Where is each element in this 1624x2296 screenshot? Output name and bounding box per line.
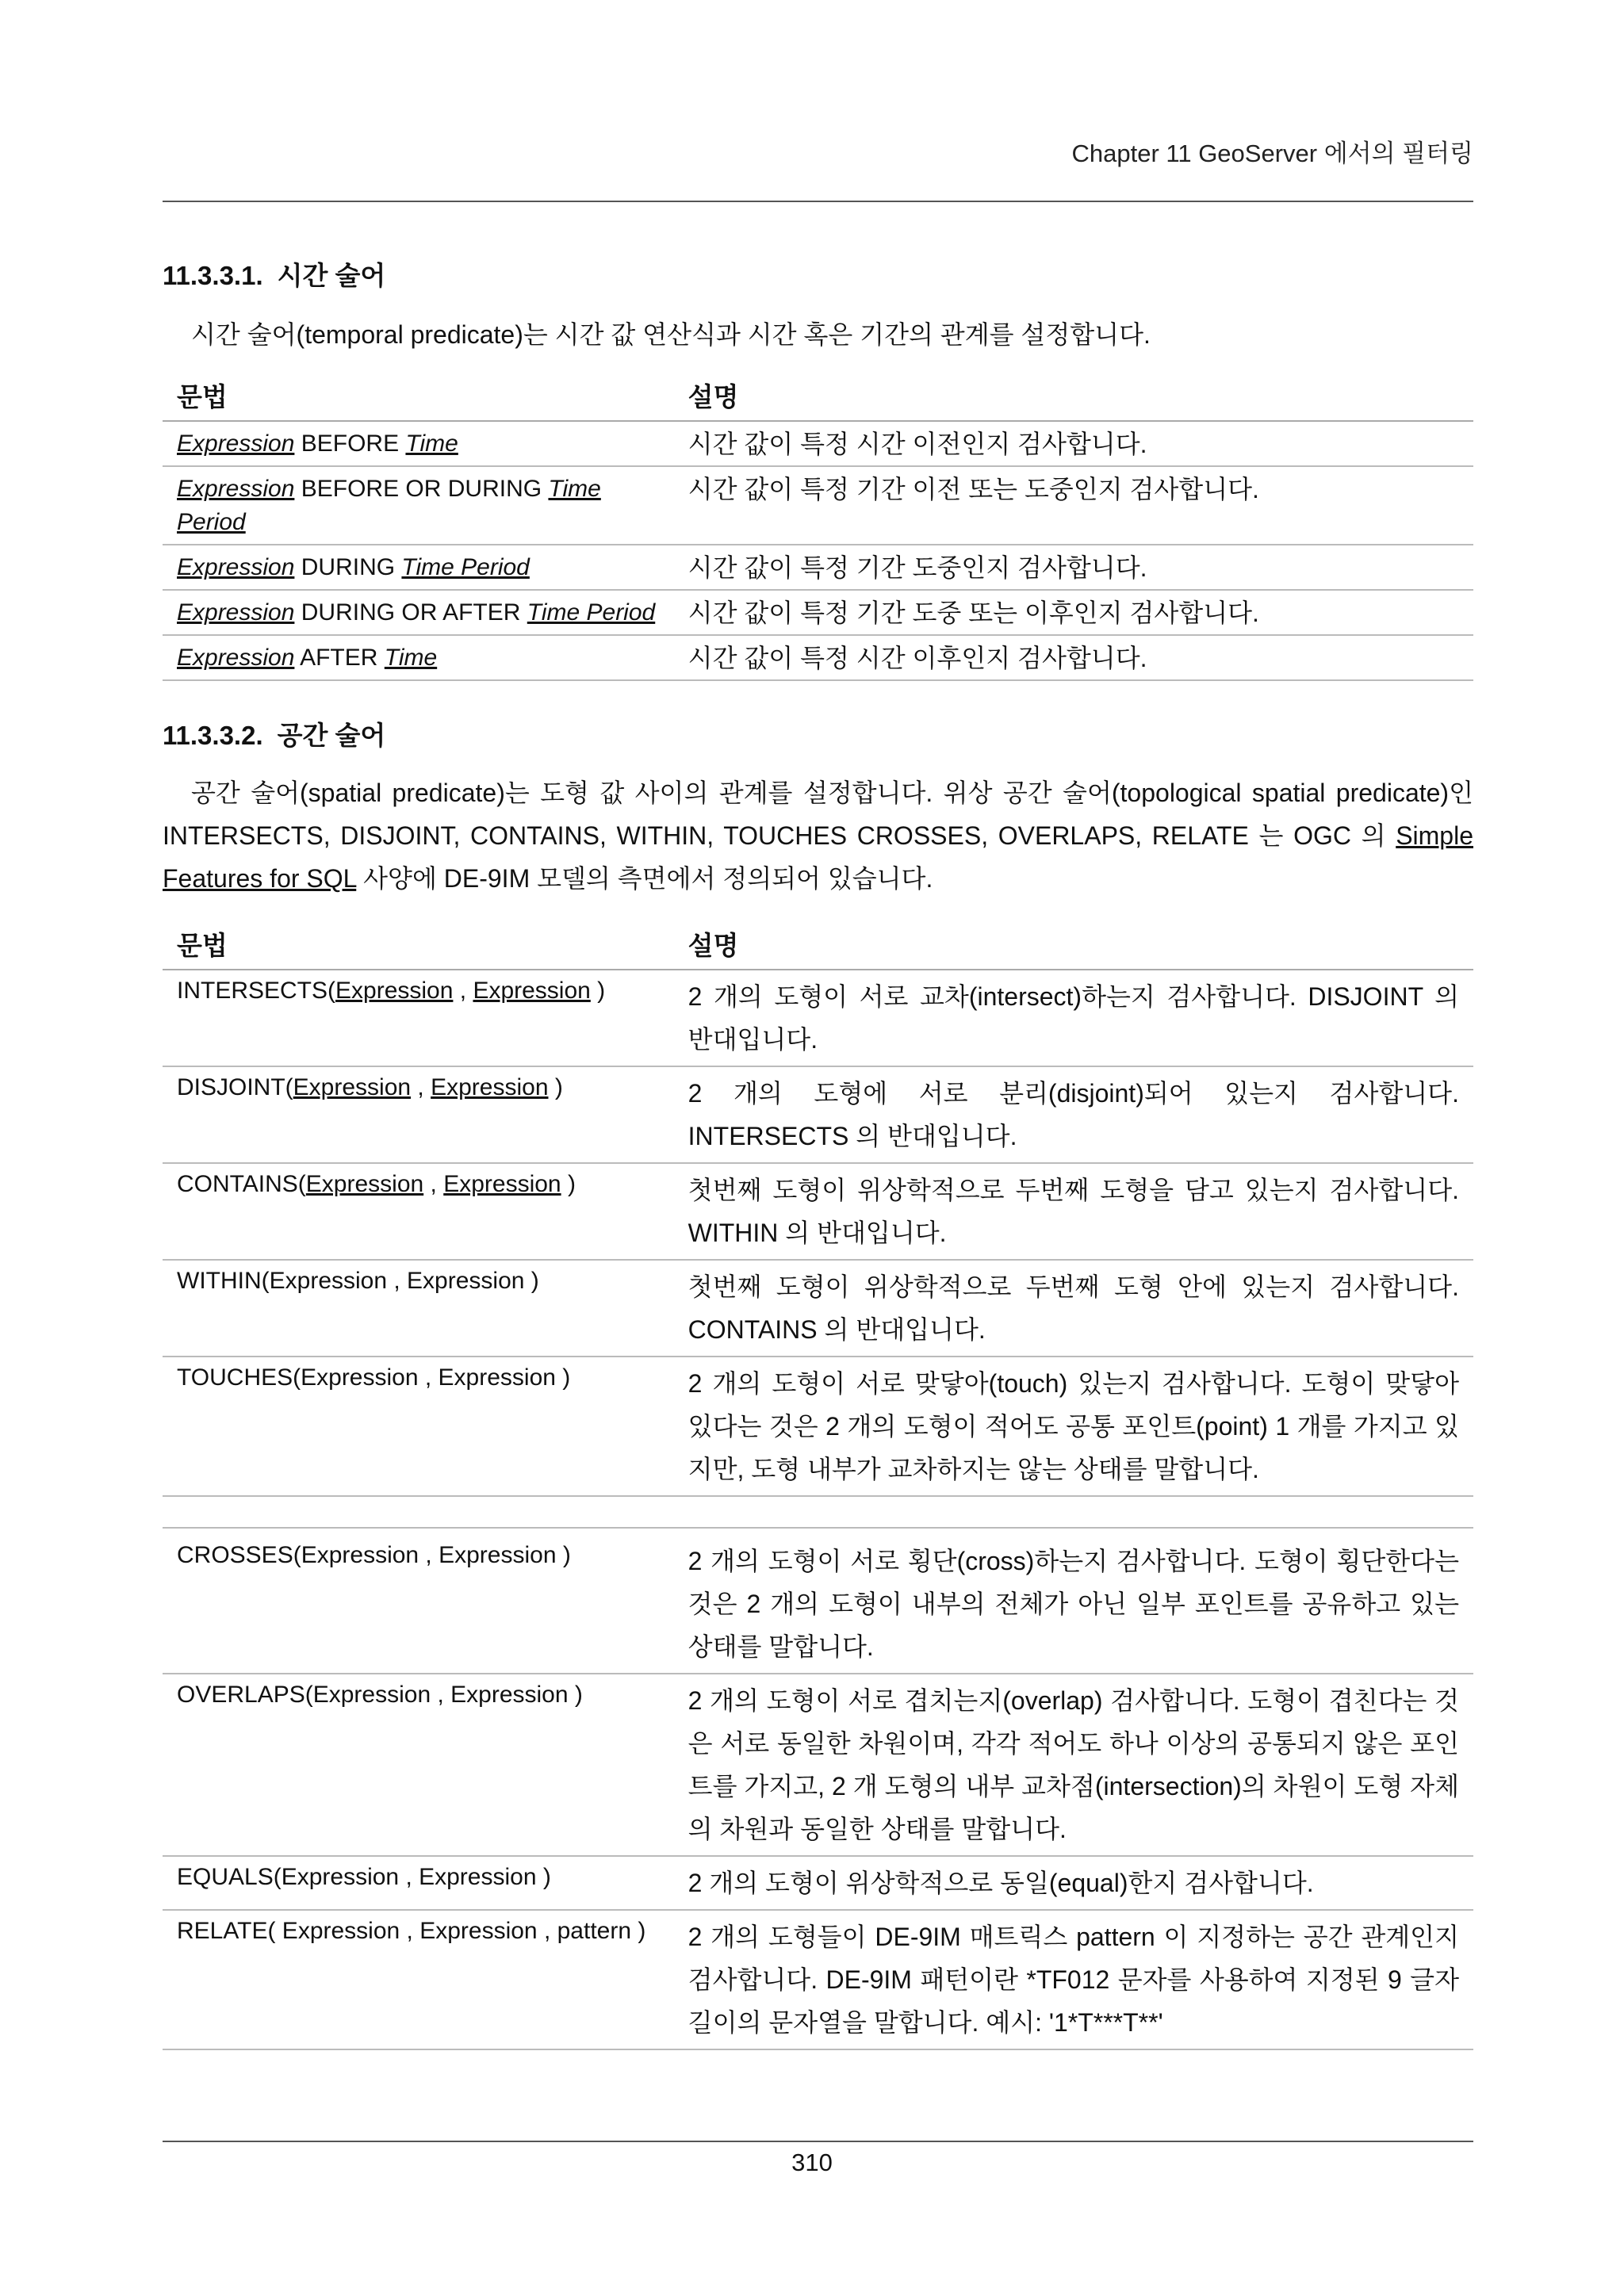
table-row — [163, 1856, 1473, 1910]
spatial-heading-title: 공간 술어 — [277, 721, 386, 750]
description-cell: 2 개의 도형이 위상학적으로 동일(equal)한지 검사합니다. — [674, 1856, 1473, 1910]
expression-arg: Expression — [443, 1171, 561, 1197]
temporal-intro: 시간 술어(temporal predicate)는 시간 값 연산식과 시간 혹은 기간의 관계를 설정합니다. — [191, 320, 1151, 349]
col-syntax-header: 문법 — [163, 920, 674, 970]
syntax-cell — [163, 590, 674, 635]
syntax-cell — [163, 970, 674, 1066]
separator: , — [423, 1171, 444, 1197]
description-cell: 2 개의 도형들이 DE-9IM 매트릭스 pattern 이 지정하는 공간 관계인지 검사합니다. DE-9IM 패턴이란 *TF012 문자를 사용하여 지정된 9 글자 길이의 문자열을 말합니다. 예시: '1*T***T**' — [674, 1910, 1473, 2049]
col-desc-header: 설명 — [674, 920, 1473, 970]
closing-paren: ) — [561, 1171, 576, 1197]
simple-features-link[interactable]: Simple Features for SQL — [163, 821, 1473, 893]
spatial-intro-text-end: 사양에 DE-9IM 모델의 측면에서 정의되어 있습니다. — [356, 864, 933, 893]
spatial-intro — [163, 771, 1473, 900]
description-cell: 2 개의 도형이 서로 횡단(cross)하는지 검사합니다. 도형이 횡단한다는 것은 2 개의 도형이 내부의 전체가 아닌 일부 포인트를 공유하고 있는 상태를 말합니다. — [674, 1528, 1473, 1674]
table-row — [163, 1163, 1473, 1260]
table-row — [163, 970, 1473, 1066]
table-spacer-row — [163, 1496, 1473, 1528]
expression-term: Expression — [177, 645, 295, 671]
table-row — [163, 545, 1473, 590]
description-cell: 2 개의 도형이 서로 겹치는지(overlap) 검사합니다. 도형이 겹친다는 것은 서로 동일한 차원이며, 각각 적어도 하나 이상의 공통되지 않은 포인트를 가지고, 2 개 도형의 내부 교차점(intersection)의 차원이 도형 자체의 차원과 동일한 상태를 말합니다. — [674, 1674, 1473, 1856]
table-row — [163, 1528, 1473, 1674]
table-row — [163, 1357, 1473, 1496]
syntax-cell: WITHIN(Expression , Expression ) — [163, 1260, 674, 1357]
expression-term: Expression — [177, 554, 295, 580]
closing-paren: ) — [590, 978, 606, 1004]
table-row — [163, 1066, 1473, 1163]
syntax-cell — [163, 421, 674, 466]
spatial-table — [163, 920, 1473, 2050]
function-name: DISJOINT( — [177, 1074, 293, 1100]
expression-arg: Expression — [305, 1171, 424, 1197]
table-row — [163, 590, 1473, 635]
description-cell: 시간 값이 특정 시간 이후인지 검사합니다. — [674, 635, 1473, 680]
operator-term: BEFORE — [294, 430, 406, 457]
running-header: Chapter 11 GeoServer 에서의 필터링 — [1071, 140, 1473, 167]
function-name: INTERSECTS( — [177, 978, 336, 1004]
col-syntax-header: 문법 — [163, 372, 674, 421]
description-cell: 시간 값이 특정 기간 도중인지 검사합니다. — [674, 545, 1473, 590]
spatial-intro-text: 공간 술어(spatial predicate)는 도형 값 사이의 관계를 설정합니다. 위상 공간 술어(topological spatial predicate)인 INTERSECTS, DISJOINT, CONTAINS, WITHIN, TOUCHES CROSSES, OVERLAPS, RELATE 는 OGC 의 — [163, 779, 1473, 850]
spatial-heading-number: 11.3.3.2. — [163, 721, 263, 750]
syntax-cell: TOUCHES(Expression , Expression ) — [163, 1357, 674, 1496]
description-cell: 2 개의 도형에 서로 분리(disjoint)되어 있는지 검사합니다. INTERSECTS 의 반대입니다. — [674, 1066, 1473, 1163]
header-rule — [163, 201, 1473, 202]
argument-term: Time — [405, 430, 458, 457]
function-name: CONTAINS( — [177, 1171, 306, 1197]
separator: , — [453, 978, 473, 1004]
syntax-cell — [163, 545, 674, 590]
description-cell: 첫번째 도형이 위상학적으로 두번째 도형 안에 있는지 검사합니다. CONTAINS 의 반대입니다. — [674, 1260, 1473, 1357]
table-row — [163, 1910, 1473, 2049]
expression-arg: Expression — [293, 1074, 412, 1100]
table-header-row — [163, 920, 1473, 970]
temporal-section — [163, 255, 1473, 681]
description-cell: 시간 값이 특정 기간 도중 또는 이후인지 검사합니다. — [674, 590, 1473, 635]
table-row — [163, 1674, 1473, 1856]
argument-term: Time — [384, 645, 438, 671]
temporal-table — [163, 372, 1473, 681]
expression-arg: Expression — [335, 978, 454, 1004]
argument-term: Time Period — [177, 476, 601, 535]
syntax-cell: OVERLAPS(Expression , Expression ) — [163, 1674, 674, 1856]
description-cell: 2 개의 도형이 서로 맞닿아(touch) 있는지 검사합니다. 도형이 맞닿아 있다는 것은 2 개의 도형이 적어도 공통 포인트(point) 1 개를 가지고 있지만, 도형 내부가 교차하지는 않는 상태를 말합니다. — [674, 1357, 1473, 1496]
syntax-cell — [163, 635, 674, 680]
expression-arg: Expression — [473, 978, 591, 1004]
syntax-cell — [163, 1066, 674, 1163]
col-desc-header: 설명 — [674, 372, 1473, 421]
expression-term: Expression — [177, 599, 295, 626]
argument-term: Time Period — [401, 554, 530, 580]
spacer-cell — [674, 1496, 1473, 1528]
expression-term: Expression — [177, 430, 295, 457]
spatial-section — [163, 715, 1473, 2050]
syntax-cell: EQUALS(Expression , Expression ) — [163, 1856, 674, 1910]
table-row — [163, 635, 1473, 680]
page-number: 310 — [791, 2149, 833, 2176]
operator-term: DURING OR AFTER — [294, 599, 527, 626]
table-header-row — [163, 372, 1473, 421]
table-row — [163, 466, 1473, 545]
temporal-heading-title: 시간 술어 — [277, 261, 386, 290]
operator-term: DURING — [294, 554, 402, 580]
separator: , — [411, 1074, 431, 1100]
argument-term: Time Period — [527, 599, 656, 626]
syntax-cell — [163, 1163, 674, 1260]
temporal-heading-number: 11.3.3.1. — [163, 261, 263, 290]
operator-term: BEFORE OR DURING — [294, 476, 549, 502]
spatial-heading — [163, 715, 1473, 752]
expression-arg: Expression — [431, 1074, 549, 1100]
description-cell: 첫번째 도형이 위상학적으로 두번째 도형을 담고 있는지 검사합니다. WITHIN 의 반대입니다. — [674, 1163, 1473, 1260]
syntax-cell — [163, 466, 674, 545]
syntax-cell: RELATE( Expression , Expression , pattern ) — [163, 1910, 674, 2049]
table-row — [163, 1260, 1473, 1357]
temporal-heading — [163, 255, 1473, 293]
syntax-cell: CROSSES(Expression , Expression ) — [163, 1528, 674, 1674]
footer-rule — [163, 2141, 1473, 2142]
table-row — [163, 421, 1473, 466]
spacer-cell — [163, 1496, 674, 1528]
description-cell: 시간 값이 특정 시간 이전인지 검사합니다. — [674, 421, 1473, 466]
operator-term: AFTER — [294, 645, 385, 671]
expression-term: Expression — [177, 476, 295, 502]
description-cell: 2 개의 도형이 서로 교차(intersect)하는지 검사합니다. DISJOINT 의 반대입니다. — [674, 970, 1473, 1066]
description-cell: 시간 값이 특정 기간 이전 또는 도중인지 검사합니다. — [674, 466, 1473, 545]
closing-paren: ) — [548, 1074, 563, 1100]
